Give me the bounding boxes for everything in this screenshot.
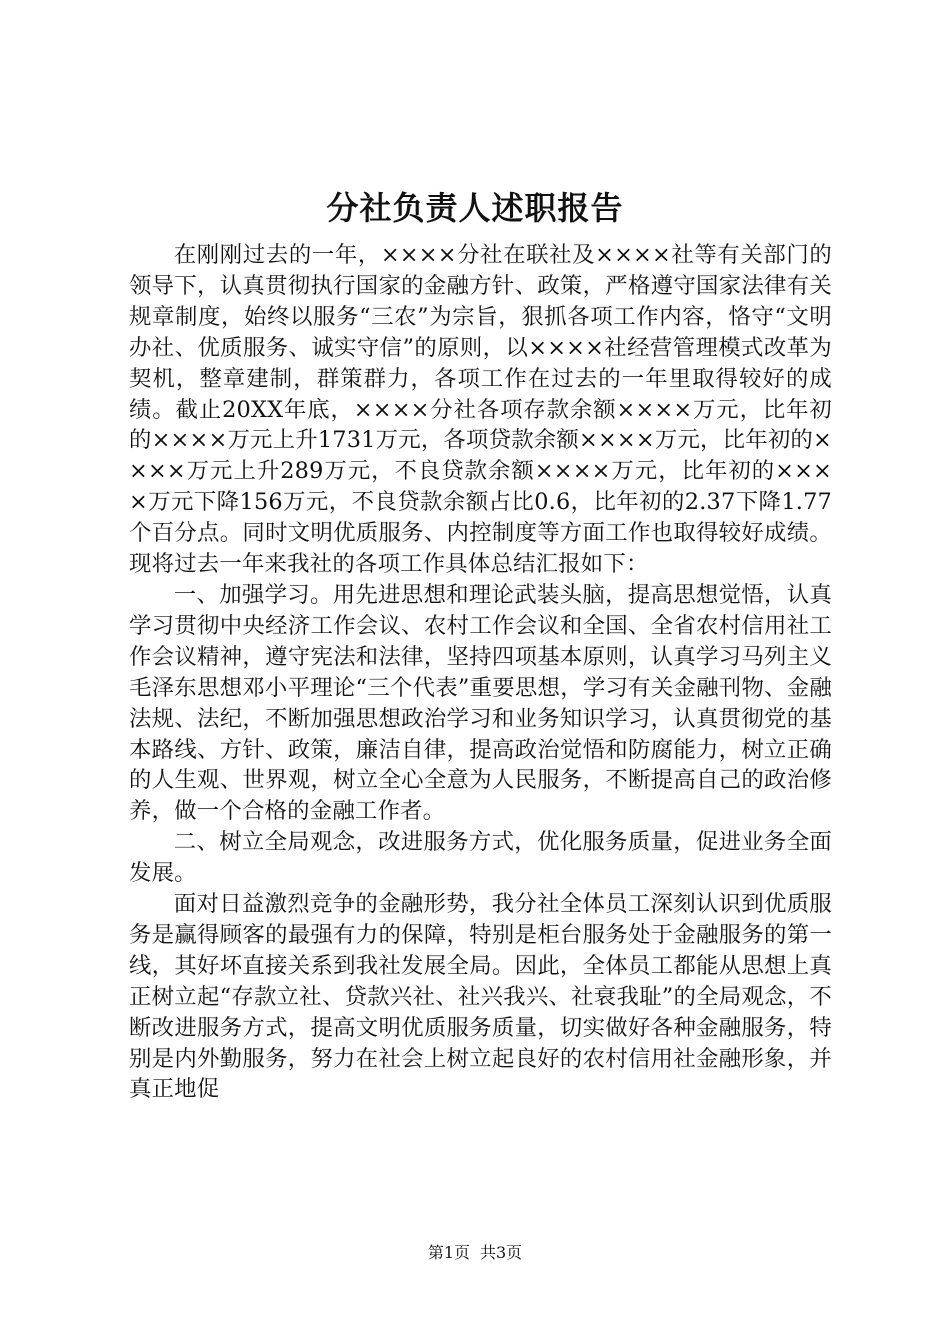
page-footer	[0, 1242, 950, 1264]
paragraph-study: 一、加强学习。用先进思想和理论武装头脑，提高思想觉悟，认真学习贯彻中央经济工作会议、农村工作会议和全国、全省农村信用社工作会议精神，遵守宪法和法律，坚持四项基本原则，认真学习马列主义毛泽东思想邓小平理论“三个代表”重要思想，学习有关金融刊物、金融法规、法纪，不断加强思想政治学习和业务知识学习，认真贯彻党的基本路线、方针、政策，廉洁自律，提高政治觉悟和防腐能力，树立正确的人生观、世界观，树立全心全意为人民服务，不断提高自己的政治修养，做一个合格的金融工作者。	[129, 581, 832, 825]
document-body	[129, 240, 832, 1105]
page-title: 分社负责人述职报告	[326, 189, 624, 227]
paragraph-service: 面对日益激烈竞争的金融形势，我分社全体员工深刻认识到优质服务是赢得顾客的最强有力的保障，特别是柜台服务处于金融服务的第一线，其好坏直接关系到我社发展全局。因此，全体员工都能从思想上真正树立起“存款立社、贷款兴社、社兴我兴、社衰我耻”的全局观念，不断改进服务方式，提高文明优质服务质量，切实做好各种金融服务，特别是内外勤服务，努力在社会上树立起良好的农村信用社金融形象，并真正地促	[129, 891, 832, 1103]
paragraph-heading-two: 二、树立全局观念，改进服务方式，优化服务质量，促进业务全面发展。	[129, 829, 832, 887]
paragraph-intro: 在刚刚过去的一年，××××分社在联社及××××社等有关部门的领导下，认真贯彻执行国家的金融方针、政策，严格遵守国家法律有关规章制度，始终以服务“三农”为宗旨，狠抓各项工作内容，恪守“文明办社、优质服务、诚实守信”的原则，以××××社经营管理模式改革为契机，整章建制，群策群力，各项工作在过去的一年里取得较好的成绩。截止20XX年底，××××分社各项存款余额××××万元，比年初的××××万元上升1731万元，各项贷款余额××××万元，比年初的××××万元上升289万元，不良贷款余额××××万元，比年初的××××万元下降156万元，不良贷款余额占比0.6，比年初的2.37下降1.77个百分点。同时文明优质服务、内控制度等方面工作也取得较好成绩。现将过去一年来我社的各项工作具体总结汇报如下：	[129, 242, 832, 578]
page-number: 第1页	[427, 1243, 470, 1262]
page-total: 共3页	[480, 1243, 523, 1262]
